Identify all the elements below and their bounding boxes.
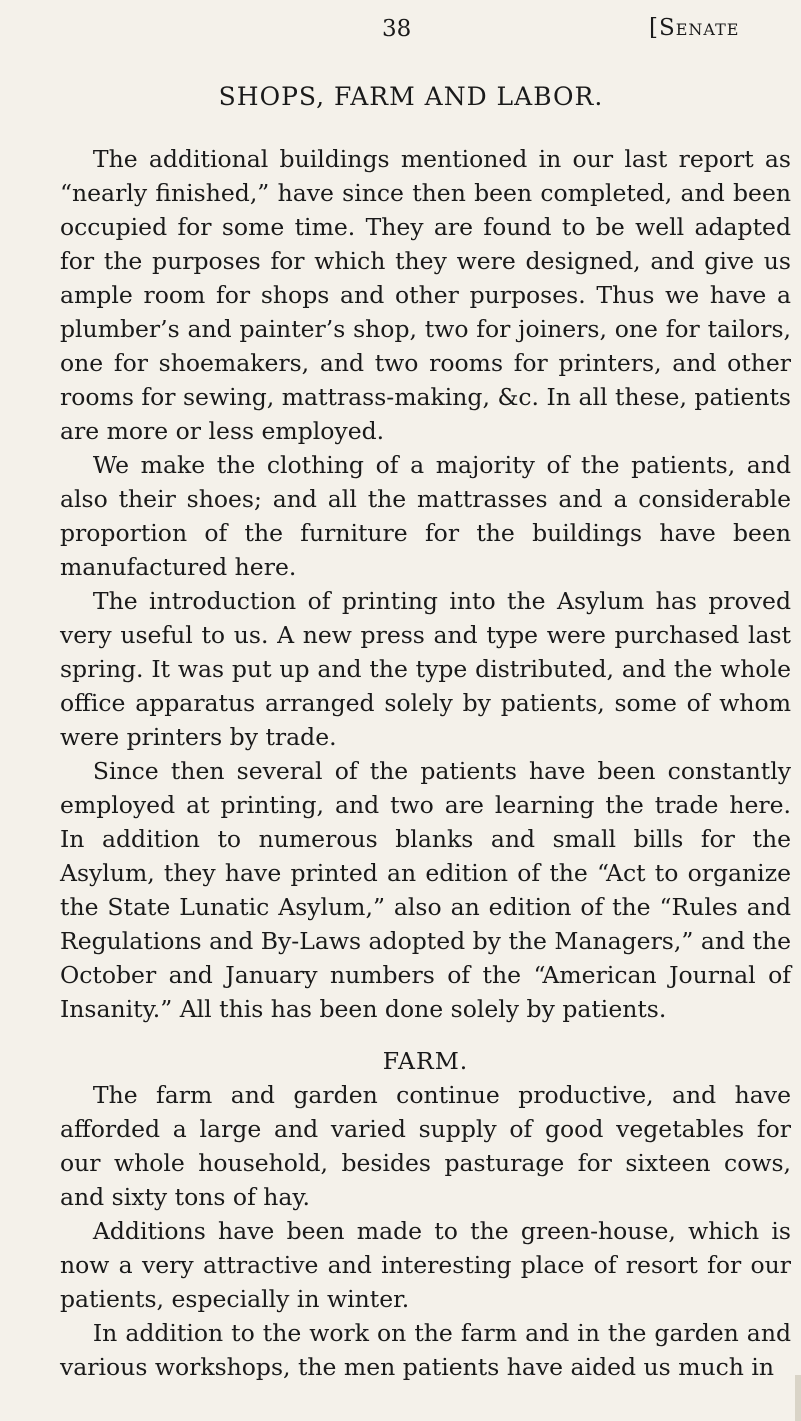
paragraph-labor: In addition to the work on the farm and in the garden and various workshops, the men patients have aided us much in bbox=[60, 1319, 791, 1381]
paragraph-farm: The farm and garden continue productive, and have afforded a large and varied supply of good vegetables for our whole household, besides pasturage for sixteen cows, and sixty tons of hay. bbox=[60, 1081, 791, 1211]
paragraph-printing-work: Since then several of the patients have been constantly employed at printing, and two are learning the trade here. In addition to numerous blanks and small bills for the Asylum, they have printed an edition of the “Act to organize the State Lunatic Asylum,” also an edition of the “Rules and Regulations and By-Laws adopted by the Managers,” and the October and January numbers of the “American Journal of Insanity.” All this has been done solely by patients. bbox=[60, 757, 791, 1023]
body-text bbox=[60, 142, 791, 1384]
paragraph-clothing: We make the clothing of a majority of the patients, and also their shoes; and all the mattrasses and a considerable proportion of the furniture for the buildings have been manufactured here. bbox=[60, 451, 791, 581]
paragraph-shops: The additional buildings mentioned in our last report as “nearly finished,” have since then been completed, and been occupied for some time. They are found to be well adapted for the purposes for which they were designed, and give us ample room for shops and other purposes. Thus we have a plumber’s and painter’s shop, two for joiners, one for tailors, one for shoemakers, and two rooms for printers, and other rooms for sewing, mattrass-making, &c. In all these, patients are more or less employed. bbox=[60, 145, 791, 445]
section-title: SHOPS, FARM AND LABOR. bbox=[218, 82, 604, 111]
paragraph-green-house: Additions have been made to the green-house, which is now a very attractive and interesting place of resort for our patients, especially in winter. bbox=[60, 1217, 791, 1313]
paragraph-printing: The introduction of printing into the Asylum has proved very useful to us. A new press and type were purchased last spring. It was put up and the type distributed, and the whole office apparatus arranged solely by patients, some of whom were printers by trade. bbox=[60, 587, 791, 751]
page-number: 38 bbox=[382, 16, 412, 42]
farm-heading: FARM. bbox=[382, 1047, 469, 1075]
scan-edge-mark bbox=[795, 1375, 801, 1421]
running-head: [Senate bbox=[649, 15, 740, 41]
